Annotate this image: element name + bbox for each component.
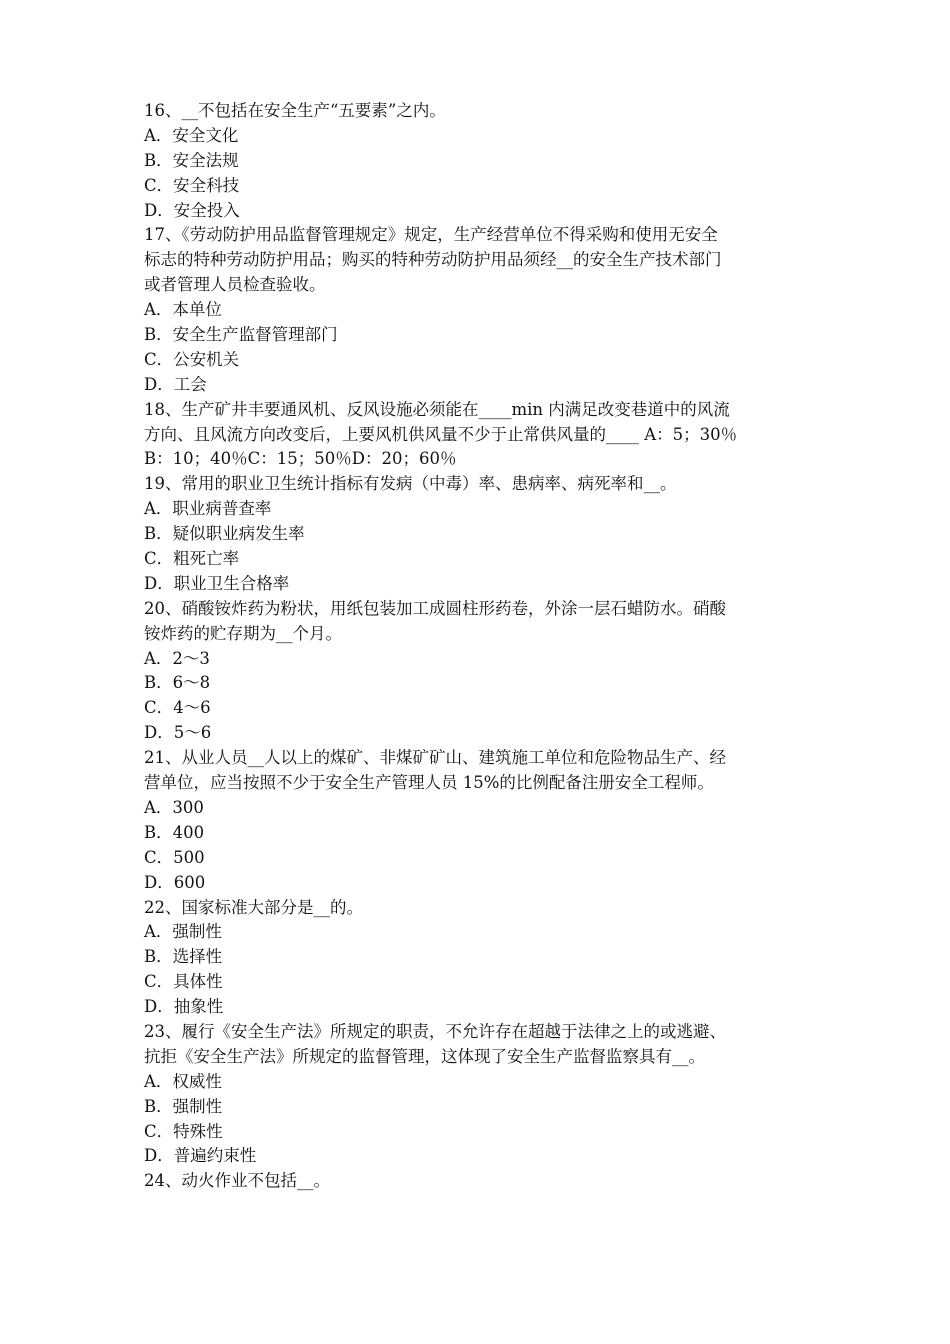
question-16-option-a: A．安全文化 (144, 125, 239, 145)
question-21-option-d: D．600 (144, 872, 206, 892)
question-21-stem-line-2: 营单位，应当按照不少于安全生产管理人员 15%的比例配备注册安全工程师。 (144, 773, 714, 793)
question-23-option-c: C．特殊性 (144, 1121, 223, 1141)
question-17-option-c: C．公安机关 (144, 349, 240, 369)
question-17-option-d: D．工会 (144, 374, 207, 394)
question-20-option-a: A．2～3 (144, 648, 210, 668)
question-18-stem-line-2: 方向、且风流方向改变后，上要风机供风量不少于止常供风量的____ A：5；30％ (144, 424, 738, 444)
question-23-option-b: B．强制性 (144, 1096, 223, 1116)
question-17-stem-line-3: 或者管理人员检查验收。 (144, 275, 326, 295)
question-20-option-b: B．6～8 (144, 673, 211, 693)
document-page (144, 99, 824, 1194)
question-20-option-c: C．4～6 (144, 698, 211, 718)
question-21-option-a: A．300 (144, 797, 204, 817)
question-23-option-d: D．普遍约束性 (144, 1146, 257, 1166)
question-19-option-a: A．职业病普查率 (144, 499, 272, 519)
question-18-stem-line-3: B：10；40％C：15；50％D：20；60％ (144, 449, 457, 469)
question-20-stem-line-1: 20、硝酸铵炸药为粉状，用纸包装加工成圆柱形药卷，外涂一层石蜡防水。硝酸 (144, 598, 726, 618)
question-17-option-a: A．本单位 (144, 300, 222, 320)
question-19-option-d: D．职业卫生合格率 (144, 573, 290, 593)
question-23-stem-line-2: 抗拒《安全生产法》所规定的监督管理，这体现了安全生产监督监察具有__。 (144, 1046, 705, 1066)
question-19-option-c: C．粗死亡率 (144, 549, 240, 569)
question-17-stem-line-1: 17、《劳动防护用品监督管理规定》规定，生产经营单位不得采购和使用无安全 (144, 225, 718, 245)
question-18-stem-line-1: 18、生产矿井丰要通风机、反风设施必须能在____min 内满足改变巷道中的风流 (144, 399, 730, 419)
question-16-option-c: C．安全科技 (144, 175, 240, 195)
question-19-option-b: B．疑似职业病发生率 (144, 524, 305, 544)
question-23-option-a: A．权威性 (144, 1071, 222, 1091)
question-24-stem: 24、动火作业不包括__。 (144, 1171, 330, 1191)
question-20-stem-line-2: 铵炸药的贮存期为__个月。 (144, 623, 342, 643)
question-22-option-a: A．强制性 (144, 922, 222, 942)
question-22-option-b: B．选择性 (144, 947, 223, 967)
question-21-stem-line-1: 21、从业人员__人以上的煤矿、非煤矿矿山、建筑施工单位和危险物品生产、经 (144, 748, 726, 768)
question-17-stem-line-2: 标志的特种劳动防护用品；购买的特种劳动防护用品须经__的安全生产技术部门 (144, 250, 722, 270)
question-21-option-b: B．400 (144, 822, 205, 842)
question-16-option-d: D．安全投入 (144, 200, 240, 220)
question-23-stem-line-1: 23、履行《安全生产法》所规定的职责，不允许存在超越于法律之上的或逃避、 (144, 1021, 726, 1041)
question-16-stem: 16、__不包括在安全生产“五要素”之内。 (144, 101, 446, 120)
question-22-option-d: D．抽象性 (144, 997, 224, 1017)
question-19-stem: 19、常用的职业卫生统计指标有发病（中毒）率、患病率、病死率和__。 (144, 474, 677, 494)
question-20-option-d: D．5～6 (144, 723, 212, 743)
question-21-option-c: C．500 (144, 847, 205, 867)
question-22-option-c: C．具体性 (144, 972, 223, 992)
question-16-option-b: B．安全法规 (144, 150, 239, 170)
question-22-stem: 22、国家标准大部分是__的。 (144, 897, 363, 917)
question-17-option-b: B．安全生产监督管理部门 (144, 325, 338, 345)
